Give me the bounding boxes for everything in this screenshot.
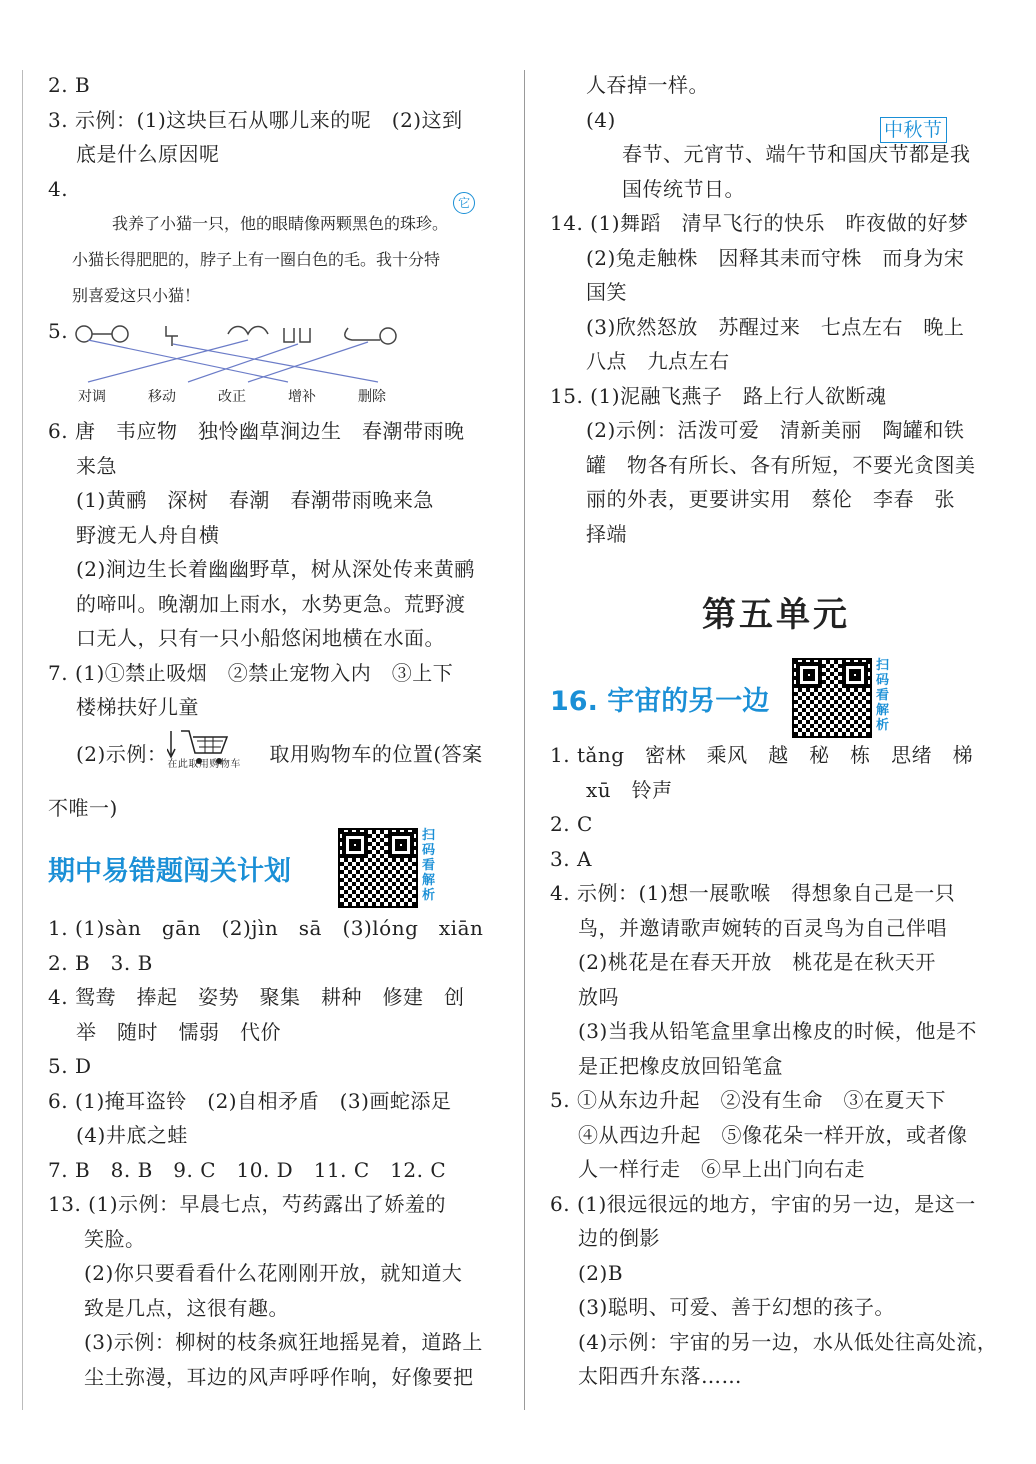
answer-line: (2)兔走触株 因释其耒而守株 而身为宋: [586, 245, 965, 270]
answer-line: (2)桃花是在春天开放 桃花是在秋天开: [578, 950, 936, 974]
answer-line: (2)B: [578, 1260, 624, 1285]
answer-line: (2)示例：活泼可爱 清新美丽 陶罐和铁: [586, 418, 965, 442]
answer-line: (4)示例：宇宙的另一边，水从低处往高处流，: [578, 1329, 998, 1354]
answer-line: 14. (1)舞蹈 清早飞行的快乐 昨夜做的好梦: [550, 211, 969, 235]
answer-line: 7. (1)①禁止吸烟 ②禁止宠物入内 ③上下: [48, 660, 454, 685]
answer-line: 尘土弥漫，耳边的风声呼呼作响，好像要把: [84, 1364, 474, 1389]
answer-line: (3)当我从铅笔盒里拿出橡皮的时候，他是不: [578, 1019, 977, 1043]
answer-line: 7. B 8. B 9. C 10. D 11. C 12. C: [48, 1157, 447, 1182]
section-header-lesson-16: [550, 658, 1002, 738]
answer-line: ④从西边升起 ⑤像花朵一样开放，或者像: [578, 1122, 968, 1147]
answer-line: 丽的外表，更要讲实用 蔡伦 李春 张: [586, 487, 955, 511]
answer-line: 3. 示例：(1)这块巨石从哪儿来的呢 (2)这到: [48, 107, 463, 132]
answer-line: 边的倒影: [578, 1226, 660, 1250]
answer-line: 放吗: [578, 984, 619, 1009]
answer-line: [48, 725, 508, 785]
answer-line: 来急: [76, 453, 117, 478]
answer-line: 不唯一): [48, 795, 118, 820]
answer-line: 人吞掉一样。: [586, 73, 709, 97]
answer-line: (4)井底之蛙: [76, 1123, 188, 1147]
sub-number: (4): [586, 107, 616, 132]
right-column: [550, 68, 1002, 1394]
symbol-label: 对调: [78, 389, 106, 405]
passage-line: [72, 196, 508, 242]
answer-line: 是正把橡皮放回铅笔盒: [578, 1053, 783, 1078]
shopping-cart-icon: [167, 727, 247, 783]
left-column: [48, 68, 508, 1394]
qr-block: [338, 828, 438, 908]
symbol-matching-figure: [48, 320, 508, 388]
answer-line: 5.: [48, 319, 69, 343]
passage-text: 我养了小猫一只，他的眼睛像两颗黑色的珠珍。: [112, 214, 449, 233]
answer-line: 5. ①从东边升起 ②没有生命 ③在夏天下: [550, 1088, 946, 1112]
example-label: (2)示例：: [76, 742, 168, 767]
answer-line: 5. D: [48, 1054, 92, 1078]
answer-line: 13. (1)示例：早晨七点，芍药露出了娇羞的: [48, 1192, 446, 1216]
insertion-mark: 中秋节: [880, 117, 947, 143]
qr-code-icon[interactable]: [792, 658, 872, 738]
answer-line: 举 随时 懦弱 代价: [76, 1019, 281, 1044]
answer-line: 笑脸。: [84, 1226, 146, 1251]
answer-line: 的啼叫。晚潮加上雨水，水势更急。荒野渡: [76, 591, 466, 616]
answer-line: 6. (1)掩耳盗铃 (2)自相矛盾 (3)画蛇添足: [48, 1088, 452, 1113]
symbol-matching-lines: [48, 320, 468, 388]
answer-line: 1. (1)sàn gān (2)jìn sā (3)lóng xiān: [48, 916, 484, 940]
answer-line: [550, 103, 1002, 141]
proofreading-passage: [48, 196, 508, 314]
answer-line: (3)示例：柳树的枝条疯狂地摇晃着，道路上: [84, 1330, 483, 1354]
example-text: 取用购物车的位置(答案: [269, 742, 483, 767]
answer-line: 4. 示例：(1)想一展歌喉 得想象自己是一只: [550, 881, 956, 905]
answer-line: 择端: [586, 521, 627, 546]
qr-block: [792, 658, 892, 738]
column-divider: [524, 70, 525, 1410]
answer-line: 人一样行走 ⑥早上出门向右走: [578, 1157, 865, 1181]
section-title: 期中易错题闯关计划: [48, 855, 291, 887]
answer-line: 2. B 3. B: [48, 950, 153, 975]
answer-line: 2. C: [550, 812, 593, 836]
scan-hint: 扫码看解析: [422, 828, 436, 903]
answer-line: 春节、元宵节、端午节和国庆节都是我: [622, 142, 971, 166]
answer-line: 4.: [48, 176, 69, 201]
answer-line: (3)聪明、可爱、善于幻想的孩子。: [578, 1295, 895, 1319]
answer-line: 4. 鸳鸯 捧起 姿势 聚集 耕种 修建 创: [48, 985, 465, 1009]
answer-line: 口无人，只有一只小船悠闲地横在水面。: [76, 626, 445, 650]
answer-line: 八点 九点左右: [586, 349, 730, 373]
symbol-label: 改正: [218, 389, 246, 405]
answer-line: 鸟，并邀请歌声婉转的百灵鸟为自己伴唱: [578, 915, 947, 940]
answer-line: 15. (1)泥融飞燕子 路上行人欲断魂: [550, 383, 887, 408]
answer-line: 6. 唐 韦应物 独怜幽草涧边生 春潮带雨晚: [48, 419, 465, 443]
answer-line: 底是什么原因呢: [76, 142, 220, 166]
symbol-label: 移动: [148, 389, 176, 405]
answer-line: xū 铃声: [586, 777, 673, 802]
answer-line: (1)黄鹂 深树 春潮 春潮带雨晚来急: [76, 488, 434, 512]
symbol-label: 删除: [358, 389, 386, 405]
answer-line: 1. tǎng 密林 乘风 越 秘 栋 思绪 梯: [550, 743, 974, 767]
symbol-label-row: [48, 386, 508, 406]
answer-line: (2)涧边生长着幽幽野草，树从深处传来黄鹂: [76, 557, 475, 581]
passage-line: 别喜爱这只小猫！: [72, 286, 201, 305]
correction-mark: 它: [453, 192, 475, 214]
answer-line: 致是几点，这很有趣。: [84, 1295, 289, 1320]
answer-line: 太阳西升东落……: [578, 1364, 742, 1388]
section-header-midterm: [48, 825, 508, 911]
cart-caption: 在此取用购物车: [167, 759, 241, 770]
answer-line: (2)你只要看看什么花刚刚开放，就知道大: [84, 1261, 463, 1285]
answer-line: 2. B: [48, 73, 91, 97]
answer-line: 罐 物各有所长、各有所短，不要光贪图美: [586, 452, 976, 477]
unit-title: 第五单元: [702, 595, 850, 635]
left-edge-line: [22, 70, 23, 1410]
scan-hint: 扫码看解析: [876, 658, 890, 733]
answer-line: 野渡无人舟自横: [76, 522, 220, 547]
symbol-label: 增补: [288, 389, 316, 405]
passage-line: 小猫长得肥肥的，脖子上有一圈白色的毛。我十分特: [72, 250, 441, 269]
section-title: 16. 宇宙的另一边: [550, 685, 770, 717]
answer-line: (3)欣然怒放 苏醒过来 七点左右 晚上: [586, 314, 965, 339]
answer-line: 国传统节日。: [622, 176, 745, 201]
answer-line: 3. A: [550, 846, 592, 871]
qr-code-icon[interactable]: [338, 828, 418, 908]
answer-line: 国笑: [586, 280, 627, 304]
answer-line: 6. (1)很远很远的地方，宇宙的另一边，是这一: [550, 1191, 976, 1216]
answer-line: 楼梯扶好儿童: [76, 695, 199, 719]
